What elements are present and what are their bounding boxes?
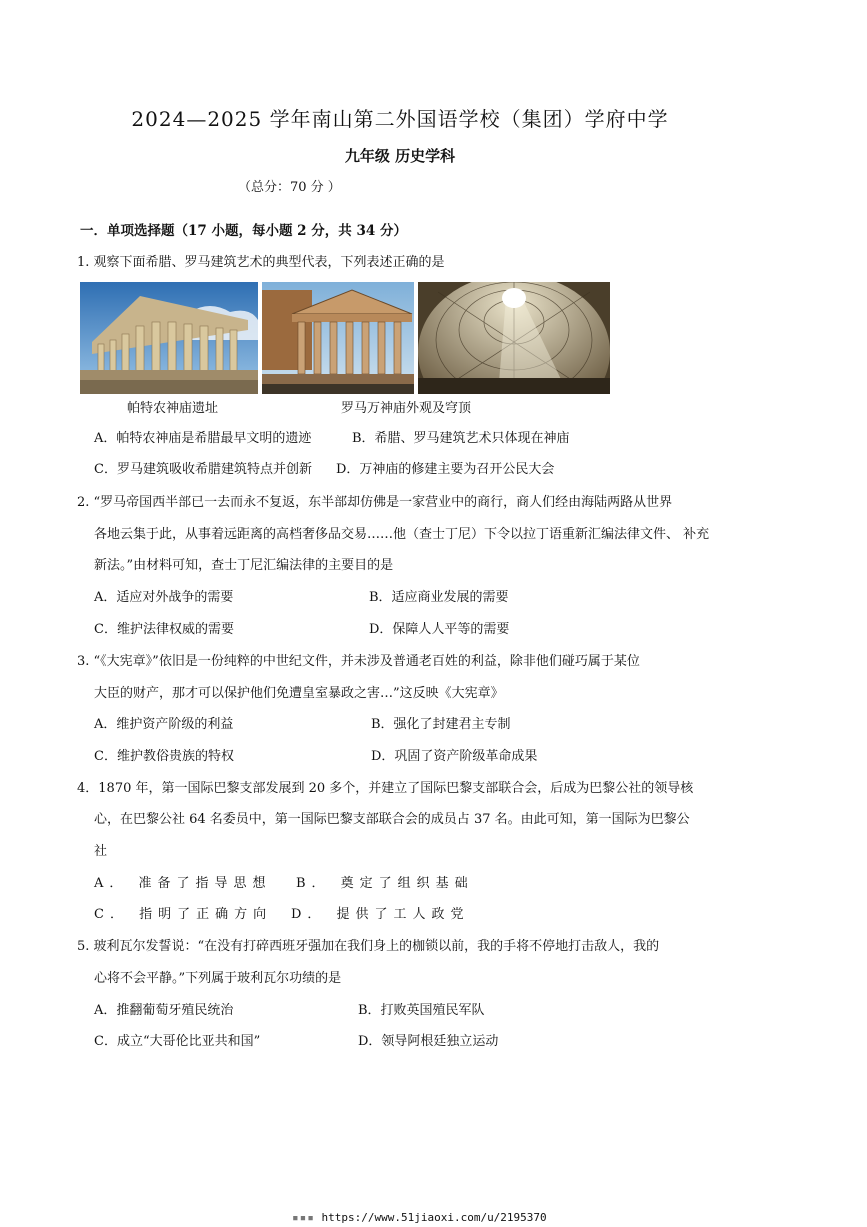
- document-subtitle: 九年级 历史学科: [344, 147, 456, 165]
- footer-mark: ▪▪▪: [292, 1211, 315, 1224]
- q2-option-b: B．适应商业发展的需要: [369, 590, 509, 605]
- q2-line-3: 新法。”由材料可知，查士丁尼汇编法律的主要目的是: [94, 558, 394, 573]
- architecture-photos: [80, 282, 610, 394]
- total-score: （总分：70 分 ）: [238, 180, 341, 195]
- q5-option-c: C．成立“大哥伦比亚共和国”: [94, 1034, 261, 1049]
- q5-option-d: D．领导阿根廷独立运动: [358, 1034, 499, 1049]
- parthenon-image: [80, 282, 258, 394]
- q2-option-a: A．适应对外战争的需要: [94, 590, 234, 605]
- q2-line-1: 2. “罗马帝国西半部已一去而永不复返，东半部却仿佛是一家营业中的商行，商人们经由海陆两路从世界: [77, 495, 673, 510]
- q1-stem: 1. 观察下面希腊、罗马建筑艺术的典型代表，下列表述正确的是: [77, 255, 445, 270]
- pantheon-exterior-image: [262, 282, 414, 394]
- q3-option-a: A．维护资产阶级的利益: [94, 717, 234, 732]
- q3-option-c: C．维护教俗贵族的特权: [94, 749, 234, 764]
- q3-option-d: D．巩固了资产阶级革命成果: [371, 749, 538, 764]
- footer-watermark: [292, 1211, 547, 1224]
- q4-option-b: B． 奠定了组织基础: [296, 876, 474, 891]
- pantheon-dome-image: [418, 282, 610, 394]
- q3-line-2: 大臣的财产，那才可以保护他们免遭皇室暴政之害…”这反映《大宪章》: [94, 686, 504, 701]
- q4-option-d: D． 提供了工人政党: [291, 907, 470, 922]
- q1-images: [80, 282, 610, 398]
- q1-option-c: C．罗马建筑吸收希腊建筑特点并创新: [94, 462, 312, 477]
- q5-line-1: 5. 玻利瓦尔发誓说：“在没有打碎西班牙强加在我们身上的枷锁以前，我的手将不停地打击敌人，我的: [77, 939, 660, 954]
- q4-line-1: 4．1870 年，第一国际巴黎支部发展到 20 多个，并建立了国际巴黎支部联合会，后成为巴黎公社的领导核: [77, 781, 694, 796]
- q5-line-2: 心将不会平静。”下列属于玻利瓦尔功绩的是: [94, 971, 342, 986]
- caption-parthenon: 帕特农神庙遗址: [127, 401, 219, 416]
- q1-option-a: A．帕特农神庙是希腊最早文明的遗迹: [94, 431, 312, 446]
- q5-option-a: A．推翻葡萄牙殖民统治: [94, 1003, 234, 1018]
- q4-option-c: C． 指明了正确方向: [94, 907, 273, 922]
- q2-option-c: C．维护法律权威的需要: [94, 622, 234, 637]
- q5-option-b: B．打败英国殖民军队: [358, 1003, 485, 1018]
- q1-option-d: D．万神庙的修建主要为召开公民大会: [336, 462, 555, 477]
- q4-line-3: 社: [94, 844, 108, 859]
- section-heading: 一．单项选择题（17 小题，每小题 2 分，共 34 分）: [80, 223, 407, 239]
- q2-option-d: D．保障人人平等的需要: [369, 622, 510, 637]
- q1-option-b: B．希腊、罗马建筑艺术只体现在神庙: [352, 431, 570, 446]
- q2-line-2: 各地云集于此，从事着远距离的高档奢侈品交易……他（查士丁尼）下令以拉丁语重新汇编法律文件、 补充: [94, 527, 710, 542]
- q3-option-b: B．强化了封建君主专制: [371, 717, 511, 732]
- footer-url[interactable]: https://www.51jiaoxi.com/u/2195370: [321, 1211, 547, 1224]
- caption-pantheon: 罗马万神庙外观及穹顶: [341, 401, 472, 416]
- q4-line-2: 心，在巴黎公社 64 名委员中，第一国际巴黎支部联合会的成员占 37 名。由此可知，第一国际为巴黎公: [94, 812, 690, 827]
- document-title: 2024—2025 学年南山第二外国语学校（集团）学府中学: [131, 107, 669, 131]
- q3-line-1: 3. “《大宪章》”依旧是一份纯粹的中世纪文件，并未涉及普通老百姓的利益，除非他们碰巧属于某位: [77, 654, 640, 669]
- q4-option-a: A． 准备了指导思想: [94, 876, 272, 891]
